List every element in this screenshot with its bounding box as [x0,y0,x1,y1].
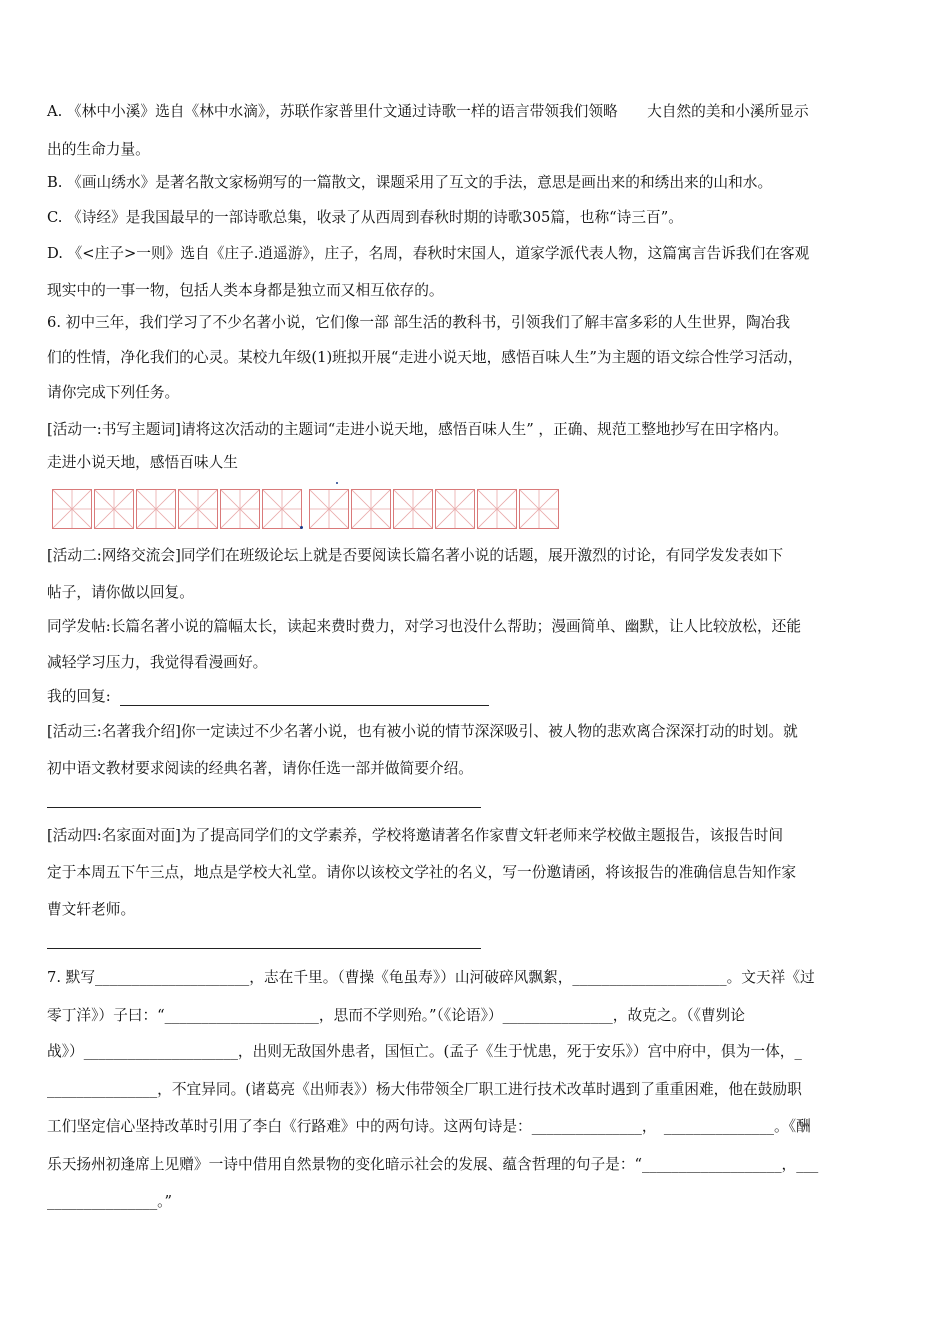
ink-dot [300,526,303,529]
q6-intro-line2: 们的性情，净化我们的心灵。某校九年级(1)班拟开展“走进小说天地，感悟百味人生”为主题的语文综合性学习活动， [47,349,803,366]
activity2-post-line2: 减轻学习压力，我觉得看漫画好。 [47,654,268,671]
option-a-line1: A. 《林中小溪》选自《林中水滴》，苏联作家普里什文通过诗歌一样的语言带领我们领略 大自然的美和小溪所显示 [47,103,809,120]
my-reply-label: 我的回复: [47,688,111,705]
reply-answer-line[interactable] [120,705,489,706]
activity3-line2: 初中语文教材要求阅读的经典名著，请你任选一部并做简要介绍。 [47,760,473,777]
ink-dot [336,482,338,484]
tianzige-cell[interactable] [136,489,176,529]
tianzige-cell[interactable] [477,489,517,529]
tianzige-cell[interactable] [351,489,391,529]
activity4-answer-line[interactable] [47,948,481,949]
tianzige-cell[interactable] [262,489,302,529]
activity1-prompt: [活动一:书写主题词]请将这次活动的主题词“走进小说天地，感悟百味人生” ，正确、规范工整地抄写在田字格内。 [47,421,789,438]
q7-line1: 7. 默写_____________________，志在千里。（曹操《龟虽寿》）山河破碎风飘絮，_____________________。文天祥《过 [47,969,815,986]
tianzige-cell[interactable] [309,489,349,529]
q6-intro-line3: 请你完成下列任务。 [47,384,180,401]
activity3-line1: [活动三:名著我介绍]你一定读过不少名著小说，也有被小说的情节深深吸引、被人物的悲欢离合深深打动的时划。就 [47,723,798,740]
activity2-line1: [活动二:网络交流会]同学们在班级论坛上就是否要阅读长篇名著小说的话题，展开激烈的讨论，有同学发发表如下 [47,547,784,564]
tianzige-cell[interactable] [435,489,475,529]
q7-line3: 战》）_____________________，出则无敌国外患者，国恒亡。(孟子《生于忧患，死于安乐》）宫中府中，俱为一体，_ [47,1043,802,1060]
q7-line4: _______________，不宜异同。(诸葛亮《出师表》）杨大伟带领全厂职工进行技术改革时遇到了重重困难，他在鼓励职 [47,1081,802,1098]
tianzige-cell[interactable] [220,489,260,529]
tianzige-cell[interactable] [178,489,218,529]
q7-line5: 工们坚定信心坚持改革时引用了李白《行路难》中的两句诗。这两句诗是：_______________， _______________。《酬 [47,1118,811,1135]
activity1-theme: 走进小说天地，感悟百味人生 [47,454,238,471]
tianzige-cell[interactable] [519,489,559,529]
q7-line6: 乐天扬州初逢席上见赠》一诗中借用自然景物的变化暗示社会的发展、蕴含哲理的句子是：“___________________，___ [47,1156,819,1173]
activity4-line2: 定于本周五下午三点，地点是学校大礼堂。请你以该校文学社的名义，写一份邀请函，将该报告的准确信息告知作家 [47,864,797,881]
tianzige-grid-group-2[interactable] [309,489,561,529]
activity3-answer-line[interactable] [47,807,481,808]
tianzige-cell[interactable] [52,489,92,529]
activity4-line1: [活动四:名家面对面]为了提高同学们的文学素养，学校将邀请著名作家曹文轩老师来学校做主题报告，该报告时间 [47,827,784,844]
activity2-post-line1: 同学发帖:长篇名著小说的篇幅太长，读起来费时费力，对学习也没什么帮助；漫画简单、幽默，让人比较放松，还能 [47,618,802,635]
tianzige-cell[interactable] [393,489,433,529]
option-d-line1: D. 《<庄子>一则》选自《庄子.逍遥游》，庄子，名周，春秋时宋国人，道家学派代表人物，这篇寓言告诉我们在客观 [47,245,810,262]
option-d-line2: 现实中的一事一物，包括人类本身都是独立而又相互依存的。 [47,282,444,299]
tianzige-cell[interactable] [94,489,134,529]
q6-intro-line1: 6. 初中三年，我们学习了不少名著小说，它们像一部 部生活的教科书，引领我们了解丰富多彩的人生世界，陶冶我 [47,314,791,331]
activity4-line3: 曹文轩老师。 [47,901,136,918]
activity2-line2: 帖子，请你做以回复。 [47,584,194,601]
q7-line2: 零丁洋》）子曰：“_____________________，思而不学则殆。”（《论语》）_______________，故克之。（《曹刿论 [47,1007,745,1024]
option-c: C. 《诗经》是我国最早的一部诗歌总集，收录了从西周到春秋时期的诗歌305篇，也称“诗三百”。 [47,209,683,226]
q7-line7: _______________。” [47,1193,173,1210]
option-b: B. 《画山绣水》是著名散文家杨朔写的一篇散文，课题采用了互文的手法，意思是画出来的和绣出来的山和水。 [47,174,773,191]
tianzige-grid-group-1[interactable] [52,489,304,529]
option-a-line2: 出的生命力量。 [47,141,150,158]
